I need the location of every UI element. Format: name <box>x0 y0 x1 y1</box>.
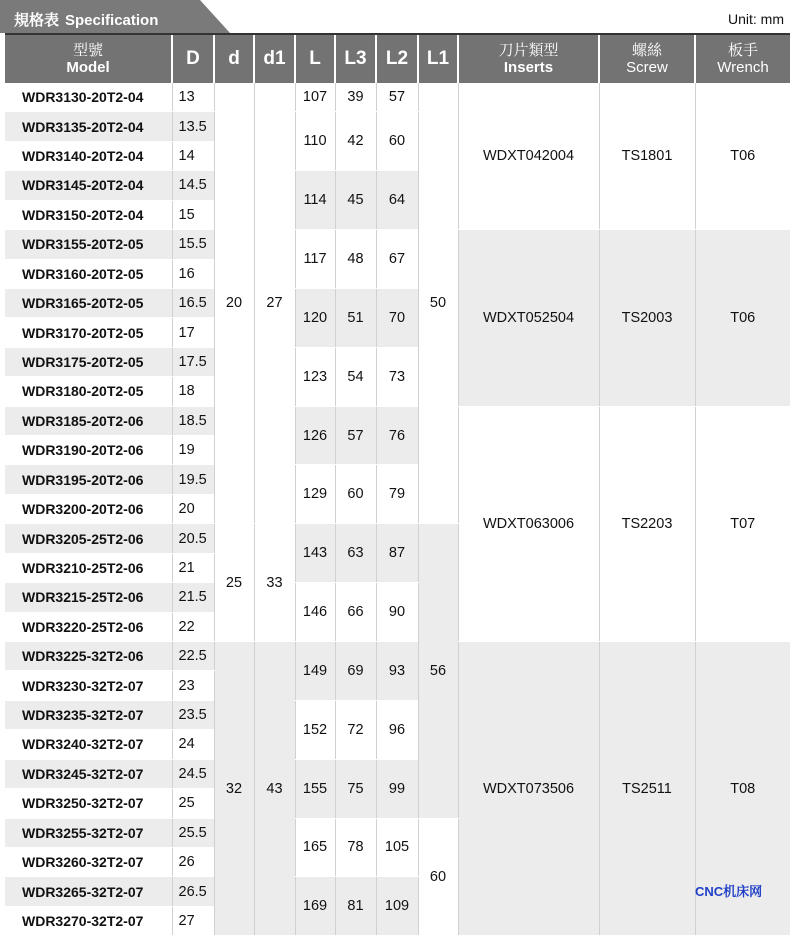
model-cell: WDR3210-25T2-06 <box>5 553 172 582</box>
L3-cell: 78 <box>335 818 376 877</box>
insert-cell: WDXT063006 <box>458 406 599 641</box>
header-screw: 螺絲 Screw <box>599 34 695 83</box>
L-cell: 117 <box>295 230 335 289</box>
D-cell: 20 <box>172 494 214 523</box>
D-cell: 24.5 <box>172 759 214 788</box>
L2-cell: 67 <box>376 230 418 289</box>
D-cell: 13.5 <box>172 112 214 141</box>
L3-cell: 69 <box>335 642 376 701</box>
D-cell: 19 <box>172 436 214 465</box>
screw-cell: TS2511 <box>599 642 695 936</box>
L-cell: 146 <box>295 583 335 642</box>
model-cell: WDR3230-32T2-07 <box>5 671 172 700</box>
D-cell: 18.5 <box>172 406 214 435</box>
wrench-cell: T08 <box>695 642 790 936</box>
D-cell: 20.5 <box>172 524 214 553</box>
D-cell: 23.5 <box>172 700 214 729</box>
section-tab <box>0 0 230 33</box>
L3-cell: 45 <box>335 171 376 230</box>
L-cell: 165 <box>295 818 335 877</box>
header-d1: d1 <box>254 34 295 83</box>
watermark: CNC机床网 <box>695 884 763 899</box>
L3-cell: 63 <box>335 524 376 583</box>
L3-cell: 75 <box>335 759 376 818</box>
L2-cell: 79 <box>376 465 418 524</box>
D-cell: 13 <box>172 83 214 112</box>
L3-cell: 81 <box>335 877 376 936</box>
d-cell: 32 <box>214 642 254 936</box>
model-cell: WDR3265-32T2-07 <box>5 877 172 906</box>
L3-cell: 42 <box>335 112 376 171</box>
D-cell: 16.5 <box>172 288 214 317</box>
L2-cell: 64 <box>376 171 418 230</box>
L-cell: 149 <box>295 642 335 701</box>
L2-cell: 57 <box>376 83 418 112</box>
screw-cell: TS2003 <box>599 230 695 407</box>
D-cell: 27 <box>172 906 214 935</box>
L2-cell: 109 <box>376 877 418 936</box>
d1-cell: 27 <box>254 83 295 524</box>
D-cell: 21.5 <box>172 583 214 612</box>
L1-cell: 60 <box>418 818 458 936</box>
header-wrench: 板手 Wrench <box>695 34 790 83</box>
screw-cell: TS2203 <box>599 406 695 641</box>
model-cell: WDR3135-20T2-04 <box>5 112 172 141</box>
D-cell: 15 <box>172 200 214 229</box>
screw-cell: TS1801 <box>599 83 695 230</box>
model-cell: WDR3165-20T2-05 <box>5 288 172 317</box>
L-cell: 114 <box>295 171 335 230</box>
specification-table <box>5 33 790 936</box>
L3-cell: 54 <box>335 347 376 406</box>
model-cell: WDR3235-32T2-07 <box>5 700 172 729</box>
D-cell: 25 <box>172 789 214 818</box>
model-cell: WDR3205-25T2-06 <box>5 524 172 553</box>
d1-cell: 43 <box>254 642 295 936</box>
L-cell: 169 <box>295 877 335 936</box>
D-cell: 14.5 <box>172 171 214 200</box>
L3-cell: 72 <box>335 700 376 759</box>
D-cell: 14 <box>172 141 214 170</box>
model-cell: WDR3215-25T2-06 <box>5 583 172 612</box>
L3-cell: 51 <box>335 288 376 347</box>
D-cell: 26.5 <box>172 877 214 906</box>
header-L: L <box>295 34 335 83</box>
unit-label: Unit: mm <box>728 11 784 27</box>
header-inserts: 刀片類型 Inserts <box>458 34 599 83</box>
insert-cell: WDXT052504 <box>458 230 599 407</box>
wrench-cell: T06 <box>695 230 790 407</box>
L2-cell: 60 <box>376 112 418 171</box>
D-cell: 24 <box>172 730 214 759</box>
section-title-en: Specification <box>65 12 159 29</box>
d-cell: 20 <box>214 83 254 524</box>
model-cell: WDR3170-20T2-05 <box>5 318 172 347</box>
D-cell: 25.5 <box>172 818 214 847</box>
model-cell: WDR3240-32T2-07 <box>5 730 172 759</box>
wrench-cell: T06 <box>695 83 790 230</box>
model-cell: WDR3195-20T2-06 <box>5 465 172 494</box>
D-cell: 18 <box>172 377 214 406</box>
insert-cell: WDXT042004 <box>458 83 599 230</box>
model-cell: WDR3180-20T2-05 <box>5 377 172 406</box>
model-cell: WDR3200-20T2-06 <box>5 494 172 523</box>
wrench-cell: T07 <box>695 406 790 641</box>
table-body <box>5 83 790 936</box>
L3-cell: 39 <box>335 83 376 112</box>
L-cell: 110 <box>295 112 335 171</box>
D-cell: 16 <box>172 259 214 288</box>
L3-cell: 66 <box>335 583 376 642</box>
L-cell: 120 <box>295 288 335 347</box>
L-cell: 126 <box>295 406 335 465</box>
header-D: D <box>172 34 214 83</box>
L1-cell: 50 <box>418 83 458 524</box>
model-cell: WDR3150-20T2-04 <box>5 200 172 229</box>
d1-cell: 33 <box>254 524 295 642</box>
table-header-row <box>5 34 790 83</box>
model-cell: WDR3260-32T2-07 <box>5 847 172 876</box>
D-cell: 17.5 <box>172 347 214 376</box>
header-L1: L1 <box>418 34 458 83</box>
D-cell: 22 <box>172 612 214 641</box>
L2-cell: 105 <box>376 818 418 877</box>
model-cell: WDR3220-25T2-06 <box>5 612 172 641</box>
model-cell: WDR3160-20T2-05 <box>5 259 172 288</box>
model-cell: WDR3270-32T2-07 <box>5 906 172 935</box>
L1-cell: 56 <box>418 524 458 818</box>
L-cell: 152 <box>295 700 335 759</box>
D-cell: 22.5 <box>172 642 214 671</box>
D-cell: 15.5 <box>172 230 214 259</box>
header-d: d <box>214 34 254 83</box>
model-cell: WDR3175-20T2-05 <box>5 347 172 376</box>
L2-cell: 93 <box>376 642 418 701</box>
L2-cell: 96 <box>376 700 418 759</box>
D-cell: 17 <box>172 318 214 347</box>
table-row <box>5 230 790 259</box>
section-title <box>14 9 158 30</box>
table-row <box>5 83 790 112</box>
D-cell: 23 <box>172 671 214 700</box>
L-cell: 107 <box>295 83 335 112</box>
insert-cell: WDXT073506 <box>458 642 599 936</box>
d-cell: 25 <box>214 524 254 642</box>
section-title-zh: 規格表 <box>14 12 60 29</box>
D-cell: 21 <box>172 553 214 582</box>
L-cell: 123 <box>295 347 335 406</box>
L2-cell: 90 <box>376 583 418 642</box>
model-cell: WDR3145-20T2-04 <box>5 171 172 200</box>
L3-cell: 57 <box>335 406 376 465</box>
L2-cell: 99 <box>376 759 418 818</box>
L-cell: 143 <box>295 524 335 583</box>
L3-cell: 60 <box>335 465 376 524</box>
model-cell: WDR3250-32T2-07 <box>5 789 172 818</box>
header-L2: L2 <box>376 34 418 83</box>
model-cell: WDR3130-20T2-04 <box>5 83 172 112</box>
table-row <box>5 406 790 435</box>
L-cell: 155 <box>295 759 335 818</box>
D-cell: 19.5 <box>172 465 214 494</box>
model-cell: WDR3255-32T2-07 <box>5 818 172 847</box>
D-cell: 26 <box>172 847 214 876</box>
model-cell: WDR3185-20T2-06 <box>5 406 172 435</box>
header-L3: L3 <box>335 34 376 83</box>
model-cell: WDR3225-32T2-06 <box>5 642 172 671</box>
header-model: 型號 Model <box>5 34 172 83</box>
L2-cell: 73 <box>376 347 418 406</box>
table-row <box>5 642 790 671</box>
model-cell: WDR3245-32T2-07 <box>5 759 172 788</box>
L2-cell: 87 <box>376 524 418 583</box>
L2-cell: 76 <box>376 406 418 465</box>
L-cell: 129 <box>295 465 335 524</box>
L3-cell: 48 <box>335 230 376 289</box>
model-cell: WDR3190-20T2-06 <box>5 436 172 465</box>
model-cell: WDR3155-20T2-05 <box>5 230 172 259</box>
L2-cell: 70 <box>376 288 418 347</box>
model-cell: WDR3140-20T2-04 <box>5 141 172 170</box>
